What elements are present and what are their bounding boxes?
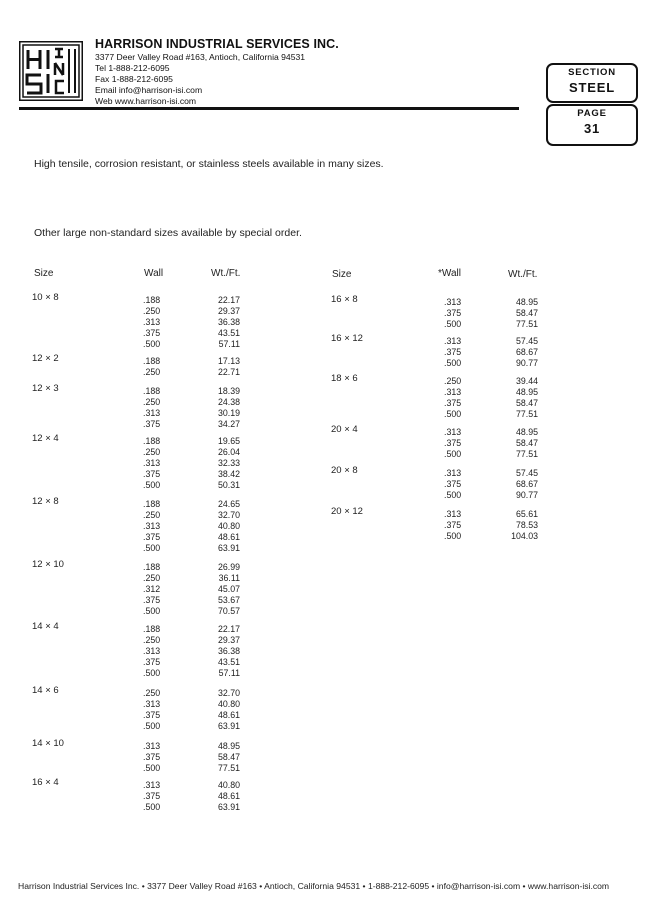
page-tag [546, 104, 638, 146]
left-weight-value: 22.17 [217, 295, 240, 305]
right-wall-value: .375 [444, 438, 462, 448]
left-wall-value: .188 [143, 386, 161, 396]
left-wall-value: .250 [143, 573, 161, 583]
right-weight-value: 58.47 [515, 398, 538, 408]
left-size-label: 12 × 4 [32, 433, 59, 444]
left-wall-value: .375 [143, 469, 161, 479]
left-weight-value: 34.27 [217, 419, 240, 429]
left-weight-value: 36.11 [218, 573, 240, 583]
left-weight-value: 48.61 [217, 710, 240, 720]
left-wall-value: .250 [143, 510, 161, 520]
left-size-label: 16 × 4 [32, 777, 59, 788]
left-wall-value: .313 [143, 521, 161, 531]
left-weight-value: 19.65 [217, 436, 240, 446]
left-wall-value: .500 [143, 668, 161, 678]
left-weight-value: 58.47 [217, 752, 240, 762]
right-weight-value: 78.53 [515, 520, 538, 530]
left-wall-value: .313 [143, 646, 161, 656]
right-size-label: 20 × 12 [331, 506, 363, 517]
footer: Harrison Industrial Services Inc. • 3377 Deer Valley Road #163 • Antioch, California 94531 • 1-888-212-6095 • info@harrison-isi.com • www.harrison-isi.com [18, 881, 610, 891]
left-weight-value: 22.71 [217, 367, 240, 377]
right-weight-value: 57.45 [515, 468, 538, 478]
left-weight-value: 24.65 [217, 499, 240, 509]
right-wall-value: .313 [444, 387, 462, 397]
left-wall-value: .313 [143, 741, 161, 751]
left-weight-value: 40.80 [217, 699, 240, 709]
left-weight-value: 24.38 [217, 397, 240, 407]
left-wall-value: .188 [143, 295, 161, 305]
intro-line-1: High tensile, corrosion resistant, or stainless steels available in many sizes. [34, 158, 384, 170]
left-weight-value: 32.70 [217, 688, 240, 698]
left-wall-value: .500 [143, 721, 161, 731]
right-weight-value: 58.47 [515, 308, 538, 318]
left-wall-value: .375 [143, 419, 161, 429]
company-fax: Fax 1-888-212-6095 [95, 74, 173, 84]
left-wt-header: Wt./Ft. [211, 268, 241, 279]
left-wall-value: .375 [143, 657, 161, 667]
left-weight-value: 50.31 [217, 480, 240, 490]
company-address: 3377 Deer Valley Road #163, Antioch, California 94531 [95, 52, 306, 62]
left-wall-value: .313 [143, 780, 161, 790]
right-weight-value: 48.95 [515, 387, 538, 397]
right-wall-value: .375 [444, 398, 462, 408]
left-wall-value: .375 [143, 532, 161, 542]
right-weight-value: 68.67 [515, 479, 538, 489]
right-wall-value: .500 [444, 409, 462, 419]
section-value: STEEL [569, 80, 615, 95]
left-size-label: 12 × 8 [32, 496, 59, 507]
page-label: PAGE [577, 108, 607, 119]
left-weight-value: 70.57 [217, 606, 240, 616]
left-size-label: 10 × 8 [32, 292, 59, 303]
left-wall-value: .375 [143, 752, 161, 762]
intro-line-2: Other large non-standard sizes available by special order. [34, 227, 302, 239]
right-weight-value: 57.45 [515, 336, 538, 346]
left-weight-value: 63.91 [217, 543, 240, 553]
left-weight-value: 36.38 [217, 317, 240, 327]
right-weight-value: 48.95 [515, 427, 538, 437]
right-wall-value: .313 [444, 468, 462, 478]
left-weight-value: 36.38 [217, 646, 240, 656]
left-weight-value: 40.80 [217, 780, 240, 790]
right-wall-header: *Wall [438, 268, 461, 279]
left-weight-value: 57.11 [218, 668, 240, 678]
company-name: HARRISON INDUSTRIAL SERVICES INC. [95, 37, 339, 51]
right-wall-value: .375 [444, 479, 462, 489]
left-weight-value: 48.95 [217, 741, 240, 751]
company-logo [19, 41, 83, 101]
right-weight-value: 77.51 [515, 319, 538, 329]
right-weight-value: 39.44 [515, 376, 538, 386]
company-web: Web www.harrison-isi.com [95, 96, 197, 106]
left-wall-value: .250 [143, 367, 161, 377]
left-size-label: 14 × 6 [32, 685, 59, 696]
right-weight-value: 58.47 [515, 438, 538, 448]
section-label: SECTION [568, 67, 616, 78]
left-wall-value: .313 [143, 458, 161, 468]
left-wall-value: .500 [143, 339, 161, 349]
left-weight-value: 45.07 [217, 584, 240, 594]
right-wall-value: .500 [444, 449, 462, 459]
left-weight-value: 48.61 [217, 791, 240, 801]
left-wall-value: .312 [143, 584, 161, 594]
right-size-label: 20 × 4 [331, 424, 358, 435]
left-wall-value: .250 [143, 635, 161, 645]
left-wall-value: .250 [143, 306, 161, 316]
right-wall-value: .500 [444, 358, 462, 368]
left-wall-value: .313 [143, 699, 161, 709]
right-size-label: 16 × 12 [331, 333, 363, 344]
right-wall-value: .375 [444, 308, 462, 318]
left-weight-value: 29.37 [217, 306, 240, 316]
left-weight-value: 38.42 [217, 469, 240, 479]
left-wall-value: .375 [143, 791, 161, 801]
left-weight-value: 43.51 [217, 657, 240, 667]
company-email: Email info@harrison-isi.com [95, 85, 203, 95]
left-wall-value: .188 [143, 499, 161, 509]
left-wall-value: .313 [143, 317, 161, 327]
left-wall-value: .375 [143, 328, 161, 338]
right-wall-value: .375 [444, 347, 462, 357]
left-size-header: Size [34, 268, 54, 279]
left-weight-value: 22.17 [217, 624, 240, 634]
left-weight-value: 43.51 [217, 328, 240, 338]
right-wall-value: .500 [444, 490, 462, 500]
left-size-label: 12 × 3 [32, 383, 59, 394]
right-weight-value: 104.03 [511, 531, 538, 541]
right-wall-value: .500 [444, 319, 462, 329]
left-wall-value: .500 [143, 802, 161, 812]
right-size-label: 18 × 6 [331, 373, 358, 384]
header-rule [19, 107, 519, 110]
left-wall-value: .500 [143, 480, 161, 490]
right-wt-header: Wt./Ft. [508, 269, 538, 280]
left-wall-value: .188 [143, 356, 161, 366]
left-size-label: 12 × 10 [32, 559, 64, 570]
left-weight-value: 29.37 [217, 635, 240, 645]
left-weight-value: 63.91 [217, 802, 240, 812]
left-wall-value: .500 [143, 763, 161, 773]
left-weight-value: 77.51 [217, 763, 240, 773]
right-weight-value: 65.61 [515, 509, 538, 519]
right-weight-value: 90.77 [515, 358, 538, 368]
right-weight-value: 77.51 [515, 409, 538, 419]
left-weight-value: 57.11 [218, 339, 240, 349]
right-wall-value: .500 [444, 531, 462, 541]
right-size-label: 16 × 8 [331, 294, 358, 305]
left-wall-value: .188 [143, 436, 161, 446]
company-tel: Tel 1-888-212-6095 [95, 63, 170, 73]
left-weight-value: 53.67 [217, 595, 240, 605]
left-wall-header: Wall [144, 268, 164, 279]
left-wall-value: .375 [143, 595, 161, 605]
left-weight-value: 26.99 [217, 562, 240, 572]
right-size-label: 20 × 8 [331, 465, 358, 476]
left-weight-value: 18.39 [217, 386, 240, 396]
left-wall-value: .500 [143, 543, 161, 553]
right-size-header: Size [332, 269, 352, 280]
left-wall-value: .250 [143, 688, 161, 698]
left-weight-value: 48.61 [217, 532, 240, 542]
right-weight-value: 48.95 [515, 297, 538, 307]
left-size-label: 12 × 2 [32, 353, 59, 364]
left-weight-value: 26.04 [217, 447, 240, 457]
left-wall-value: .313 [143, 408, 161, 418]
left-weight-value: 17.13 [217, 356, 240, 366]
right-wall-value: .313 [444, 297, 462, 307]
page-number: 31 [583, 121, 601, 136]
left-wall-value: .188 [143, 624, 161, 634]
left-weight-value: 32.70 [217, 510, 240, 520]
left-weight-value: 40.80 [217, 521, 240, 531]
left-wall-value: .375 [143, 710, 161, 720]
right-wall-value: .250 [444, 376, 462, 386]
section-tag [546, 63, 638, 103]
left-wall-value: .188 [143, 562, 161, 572]
left-weight-value: 32.33 [217, 458, 240, 468]
right-wall-value: .313 [444, 427, 462, 437]
left-size-label: 14 × 10 [32, 738, 64, 749]
right-weight-value: 90.77 [515, 490, 538, 500]
left-wall-value: .250 [143, 447, 161, 457]
right-wall-value: .375 [444, 520, 462, 530]
left-weight-value: 30.19 [217, 408, 240, 418]
left-wall-value: .250 [143, 397, 161, 407]
left-weight-value: 63.91 [217, 721, 240, 731]
right-weight-value: 68.67 [515, 347, 538, 357]
left-size-label: 14 × 4 [32, 621, 59, 632]
right-wall-value: .313 [444, 509, 462, 519]
right-weight-value: 77.51 [515, 449, 538, 459]
right-wall-value: .313 [444, 336, 462, 346]
left-wall-value: .500 [143, 606, 161, 616]
